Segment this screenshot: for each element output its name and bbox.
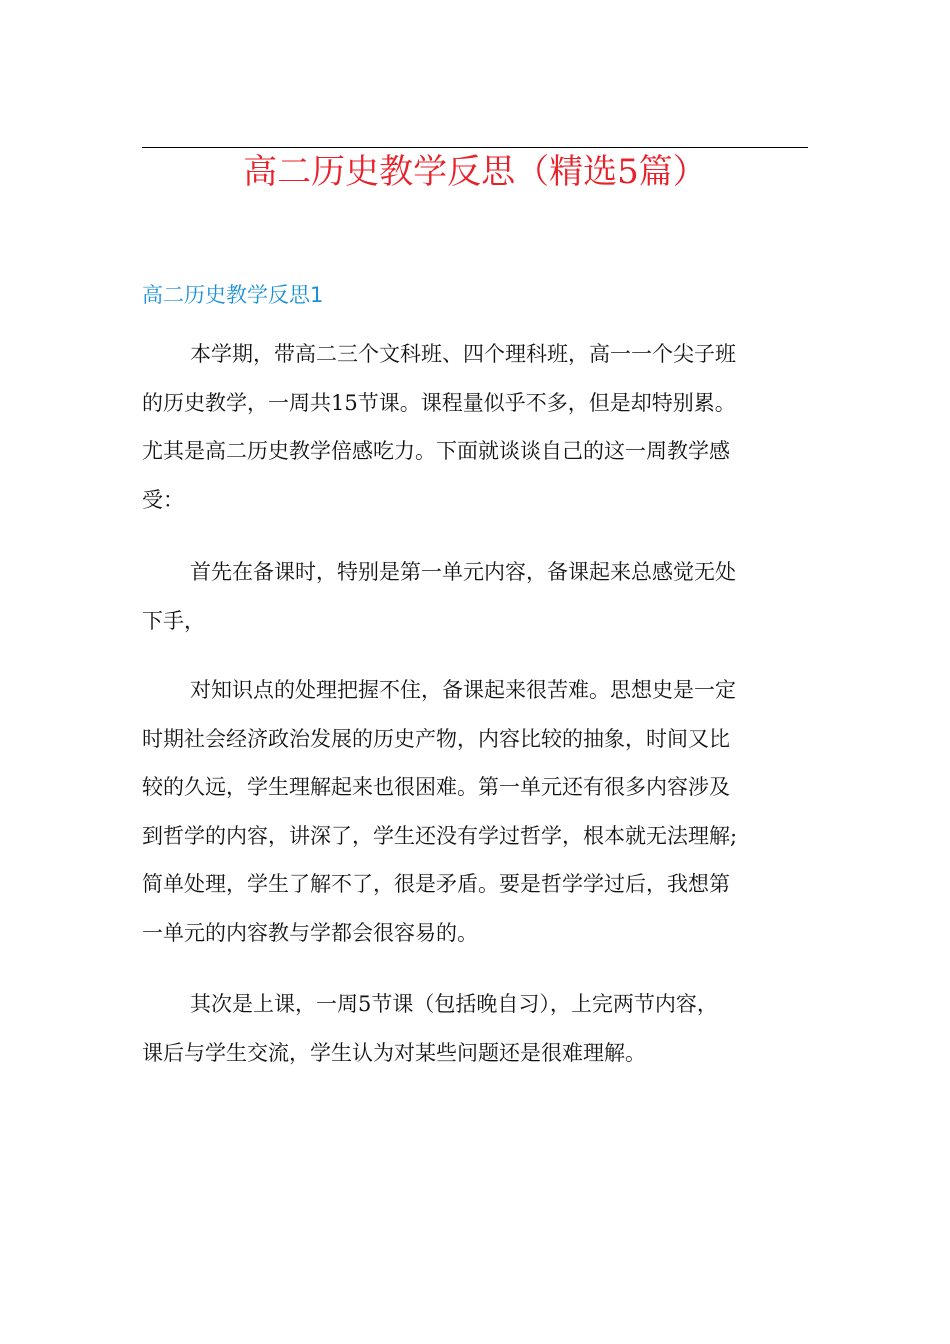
paragraph-line: 首先在备课时，特别是第一单元内容，备课起来总感觉无处 <box>190 560 736 584</box>
paragraph-line: 本学期，带高二三个文科班、四个理科班，高一一个尖子班 <box>190 342 736 366</box>
paragraph-4 <box>142 980 810 1077</box>
document-title: 高二历史教学反思（精选5篇） <box>243 152 707 192</box>
paragraph-line: 受： <box>142 487 184 512</box>
paragraph-line: 一单元的内容教与学都会很容易的。 <box>142 920 478 945</box>
paragraph-line: 其次是上课，一周5节课（包括晚自习），上完两节内容， <box>190 992 718 1016</box>
paragraph-1 <box>142 330 810 524</box>
paragraph-2 <box>142 548 810 645</box>
paragraph-line: 的历史教学，一周共15节课。课程量似乎不多，但是却特别累。 <box>142 390 736 415</box>
paragraph-line: 对知识点的处理把握不住，备课起来很苦难。思想史是一定 <box>190 678 736 702</box>
section-heading: 高二历史教学反思1 <box>142 283 324 307</box>
paragraph-line: 课后与学生交流，学生认为对某些问题还是很难理解。 <box>142 1040 646 1065</box>
paragraph-line: 时期社会经济政治发展的历史产物，内容比较的抽象，时间又比 <box>142 726 730 751</box>
paragraph-line: 简单处理，学生了解不了，很是矛盾。要是哲学学过后，我想第 <box>142 872 730 896</box>
paragraph-line: 下手， <box>142 608 205 633</box>
paragraph-line: 尤其是高二历史教学倍感吃力。下面就谈谈自己的这一周教学感 <box>142 439 730 463</box>
paragraph-3 <box>142 666 810 957</box>
paragraph-line: 较的久远，学生理解起来也很困难。第一单元还有很多内容涉及 <box>142 775 730 799</box>
paragraph-line: 到哲学的内容，讲深了，学生还没有学过哲学，根本就无法理解; <box>142 823 738 848</box>
